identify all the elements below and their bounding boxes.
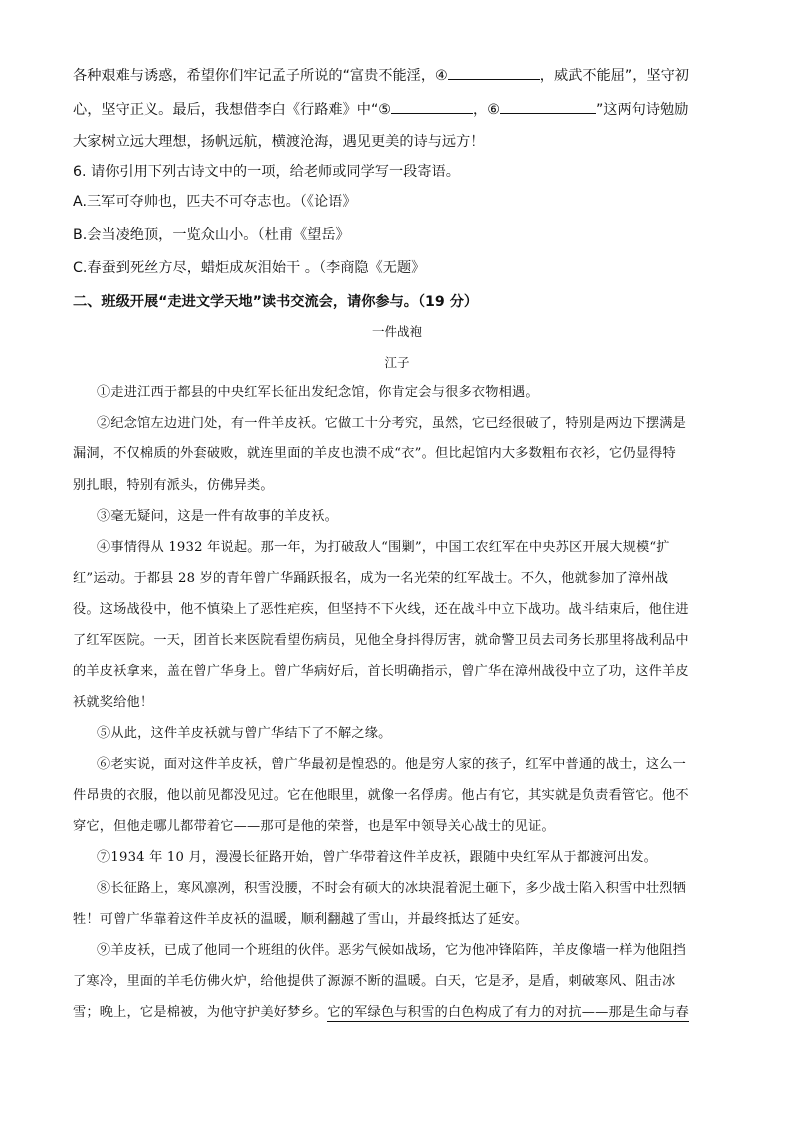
article-text: 雪；晚上，它是棉被，为他守护美好梦乡。: [73, 1005, 328, 1020]
article-line: ①走进江西于都县的中央红军长征出发纪念馆，你肯定会与很多衣物相遇。: [97, 385, 539, 400]
article-line-last: [73, 1003, 689, 1023]
article-author: 江子: [384, 355, 410, 370]
fill-blank-6[interactable]: [500, 99, 596, 114]
article-line: ②纪念馆左边进门处，有一件羊皮袄。它做工十分考究，虽然，它已经很破了，特别是两边下摆满是: [97, 416, 687, 431]
underlined-sentence: 它的军绿色与积雪的白色构成了有力的对抗——那是生命与春: [327, 1005, 689, 1020]
intro-line-1: [73, 65, 689, 86]
article-line: 件昂贵的衣服，他以前见都没见过。它在他眼里，就像一名俘虏。他占有它，其实就是负责看管它。他不: [73, 788, 689, 803]
fill-blank-5[interactable]: [391, 99, 473, 114]
intro-text: 各种艰难与诱惑，希望你们牢记孟子所说的“富贵不能淫，④: [73, 68, 448, 84]
article-line: 牲！可曾广华靠着这件羊皮袄的温暖，顺利翻越了雪山，并最终抵达了延安。: [73, 912, 529, 927]
question-6-option-a: A.三军可夺帅也，匹夫不可夺志也。（《论语》: [73, 194, 357, 210]
article-line: 了寒冷，里面的羊毛仿佛火炉，给他提供了源源不断的温暖。白天，它是矛，是盾，刺破寒风、阻击冰: [73, 974, 676, 989]
article-line: ⑤从此，这件羊皮袄就与曾广华结下了不解之缘。: [97, 726, 392, 741]
intro-line-2: [73, 99, 688, 120]
question-6-option-b: B.会当凌绝顶，一览众山小。（杜甫《望岳》: [73, 227, 350, 243]
article-line: 穿它，但他走哪儿都带着它——那可是他的荣誉，也是军中领导关心战士的见证。: [73, 819, 555, 834]
article-line: ⑥老实说，面对这件羊皮袄，曾广华最初是惶恐的。他是穷人家的孩子，红军中普通的战士，这么一: [97, 757, 687, 772]
article-line: ④事情得从 1932 年说起。那一年，为打破敌人“围剿”，中国工农红军在中央苏区开展大规模“扩: [97, 540, 670, 555]
intro-text: 心，坚守正义。最后，我想借李白《行路难》中“⑤: [73, 102, 392, 118]
article-line: 漏洞，不仅棉质的外套破败，就连里面的羊皮也溃不成“衣”。但比起馆内大多数粗布衣衫，它仍显得特: [73, 446, 676, 461]
section-2-heading: 二、班级开展“走进文学天地”读书交流会，请你参与。（19 分）: [73, 294, 479, 310]
article-title: 一件战袍: [371, 324, 422, 339]
article-line: 别扎眼，特别有派头，仿佛异类。: [73, 478, 274, 493]
question-6-prompt: 6. 请你引用下列古诗文中的一项，给老师或同学写一段寄语。: [73, 164, 460, 180]
article-line: 了红军医院。一天，团首长来医院看望伤病员，见他全身抖得厉害，就命警卫员去司务长那里将战利品中: [73, 633, 689, 648]
article-line: ⑦1934 年 10 月，漫漫长征路开始，曾广华带着这件羊皮袄，跟随中央红军从于都渡河出发。: [97, 850, 658, 865]
article-line: 役。这场战役中，他不慎染上了恶性疟疾，但坚持不下火线，还在战斗中立下战功。战斗结束后，他住进: [73, 602, 689, 617]
article-line: 的羊皮袄拿来，盖在曾广华身上。曾广华病好后，首长明确指示，曾广华在漳州战役中立了功，这件羊皮: [73, 664, 689, 679]
article-line: ③毫无疑问，这是一件有故事的羊皮袄。: [97, 509, 338, 524]
question-6-option-c: C.春蚕到死丝方尽，蜡炬成灰泪始干 。（李商隐《无题》: [73, 260, 426, 276]
article-line: ⑧长征路上，寒风凛冽，积雪没腰，不时会有硕大的冰块混着泥土砸下，多少战士陷入积雪中壮烈牺: [97, 881, 687, 896]
article-line: 袄就奖给他！: [73, 695, 154, 710]
intro-text: ，⑥: [473, 102, 500, 118]
intro-text: ，威武不能屈”，坚守初: [539, 68, 689, 84]
fill-blank-4[interactable]: [448, 65, 540, 80]
intro-text: ”这两句诗勉励: [595, 102, 689, 118]
intro-line-3: 大家树立远大理想，扬帆远航，横渡沧海，遇见更美的诗与远方！: [73, 134, 485, 150]
article-line: 红”运动。于都县 28 岁的青年曾广华踊跃报名，成为一名光荣的红军战士。不久，他就参加了漳州战: [73, 571, 669, 586]
article-line: ⑨羊皮袄，已成了他同一个班组的伙伴。恶劣气候如战场，它为他冲锋陷阵，羊皮像墙一样为他阻挡: [97, 943, 687, 958]
